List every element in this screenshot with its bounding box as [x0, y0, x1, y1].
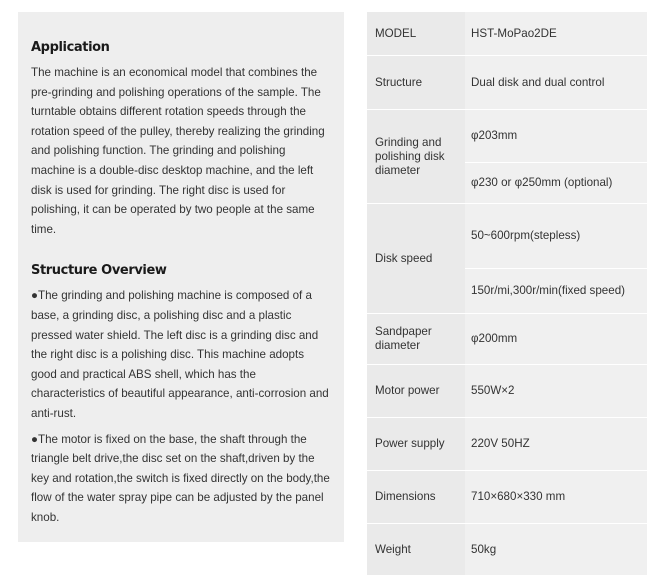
spec-value-disk-diameter-1: φ203mm: [465, 110, 647, 163]
spec-value-model: HST-MoPao2DE: [465, 12, 647, 56]
spec-row-disk-diameter: [367, 110, 647, 163]
spec-row-dimensions: [367, 471, 647, 524]
spec-label-model: MODEL: [367, 12, 465, 56]
spec-label-structure: Structure: [367, 56, 465, 110]
spec-label-sandpaper: Sandpaper diameter: [367, 314, 465, 365]
spec-value-weight: 50kg: [465, 524, 647, 575]
spec-row-weight: [367, 524, 647, 575]
spec-value-motor-power: 550W×2: [465, 365, 647, 418]
spec-value-disk-speed-1: 50~600rpm(stepless): [465, 204, 647, 269]
structure-overview-title: Structure Overview: [31, 263, 332, 278]
spec-row-motor-power: [367, 365, 647, 418]
structure-bullet-2: ●The motor is fixed on the base, the shaft through the triangle belt drive,the disc set on the shaft,driven by the key and rotation,the switch is fixed directly on the body,the flow of the water spray pipe can be adjusted by the panel knob.: [31, 430, 332, 528]
description-panel: [18, 12, 344, 542]
application-text: The machine is an economical model that combines the pre-grinding and polishing operations of the sample. The turntable obtains different rotation speeds through the rotation speed of the pulley, thereby realizing the grinding and polishing function. The grinding and polishing machine is a double-disc desktop machine, and the left disk is used for grinding. The right disc is used for polishing, it can be operated by two people at the same time.: [31, 63, 332, 239]
spec-table: [367, 11, 647, 575]
spec-row-power-supply: [367, 418, 647, 471]
spec-row-model: [367, 12, 647, 56]
spec-value-dimensions: 710×680×330 mm: [465, 471, 647, 524]
spec-label-power-supply: Power supply: [367, 418, 465, 471]
application-title: Application: [31, 40, 332, 55]
spec-row-sandpaper: [367, 314, 647, 365]
spec-value-disk-diameter-2: φ230 or φ250mm (optional): [465, 163, 647, 204]
structure-bullet-1: ●The grinding and polishing machine is composed of a base, a grinding disc, a polishing disc and a plastic pressed water shield. The left disc is a grinding disc and the right disc is a polishing disc. This machine adopts good and practical ABS shell, which has the characteristics of beautiful appearance, anti-corrosion and anti-rust.: [31, 286, 332, 423]
spec-value-structure: Dual disk and dual control: [465, 56, 647, 110]
spec-label-weight: Weight: [367, 524, 465, 575]
spec-label-disk-diameter: Grinding and polishing disk diameter: [367, 110, 465, 204]
spec-value-disk-speed-2: 150r/mi,300r/min(fixed speed): [465, 269, 647, 314]
spec-label-dimensions: Dimensions: [367, 471, 465, 524]
spec-row-structure: [367, 56, 647, 110]
spec-label-motor-power: Motor power: [367, 365, 465, 418]
spec-value-power-supply: 220V 50HZ: [465, 418, 647, 471]
spec-row-disk-speed: [367, 204, 647, 269]
spec-label-disk-speed: Disk speed: [367, 204, 465, 314]
spec-value-sandpaper: φ200mm: [465, 314, 647, 365]
